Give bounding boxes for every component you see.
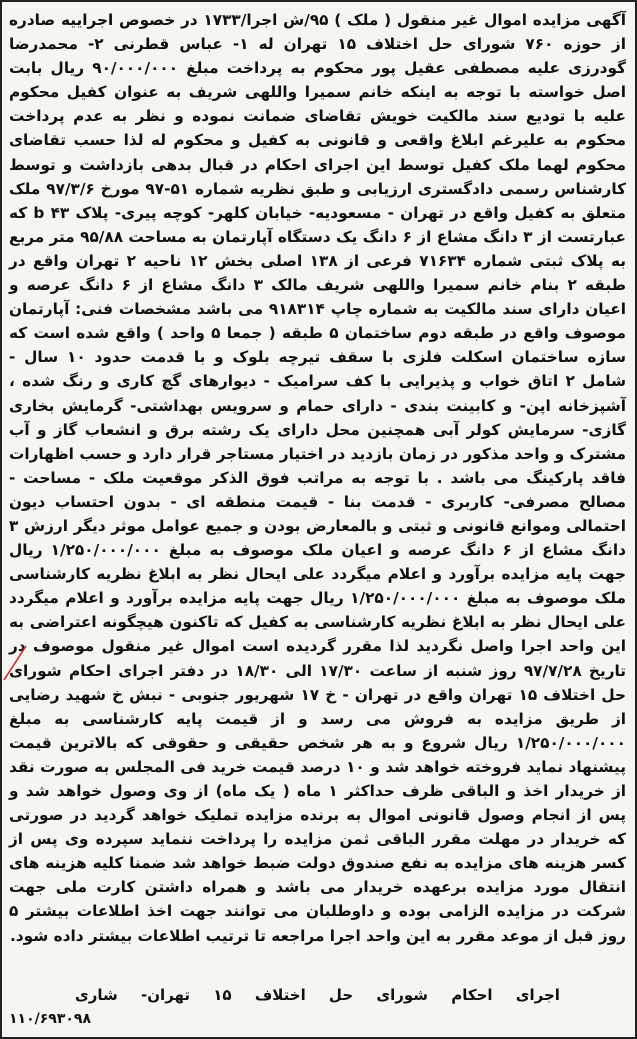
notice-code: ۱۱۰/۶۹۳۰۹۸ xyxy=(9,1011,92,1027)
notice-footer xyxy=(9,983,626,1031)
auction-notice-body: آگهی مزایده اموال غیر منقول ( ملک ) ۹۵/ش اجرا/۱۷۳۳ در خصوص اجراییه صادره از حوزه ۷۶۰ شورای حل اختلاف ۱۵ تهران له ۱- عباس قطرنی ۲- محمدرضا گودرزی علیه مصطفی عقیل پور محکوم به پرداخت مبلغ ۹۰/۰۰۰/۰۰۰ ریال بابت اصل خواسته با توجه به اینکه خانم سمیرا واللهی شریف به عنوان کفیل محکوم علیه با تودیع سند مالکیت خویش تقاضای ضمانت نموده و نظر به عدم پرداخت محکوم به علیرغم ابلاغ واقعی و قانونی به کفیل و محکوم له لذا حسب تقاضای محکوم لهما ملک کفیل توسط این اجرای احکام در قبال بدهی بازداشت و توسط کارشناس رسمی دادگستری ارزیابی و طبق نظریه شماره ۵۱-۹۷ مورخ ۹۷/۳/۶ ملک متعلق به کفیل واقع در تهران - مسعودیه- خیابان کلهر- کوچه پیری- پلاک ۴۳ b که عبارتست از ۳ دانگ مشاع از ۶ دانگ یک دستگاه آپارتمان به مساحت ۹۵/۸۸ متر مربع به پلاک ثبتی شماره ۷۱۶۳۴ فرعی از ۱۳۸ اصلی بخش ۱۲ ناحیه ۲ تهران واقع در طبقه ۲ بنام خانم سمیرا واللهی شریف مالک ۳ دانگ مشاع از ۶ دانگ عرصه و اعیان دارای سند مالکیت به شماره چاپ ۹۱۸۳۱۴ می باشد مشخصات فنی: آپارتمان موصوف واقع در طبقه دوم ساختمان ۵ طبقه ( جمعا ۵ واحد ) واقع شده است که سازه ساختمان اسکلت فلزی با سقف تیرچه بلوک و با قدمت حدود ۱۰ سال - شامل ۲ اتاق خواب و پذیرایی با کف سرامیک - دیوارهای گچ کاری و رنگ شده ، آشپزخانه اپن- و کابینت بندی - دارای حمام و سرویس بهداشتی- گرمایش بخاری گازی- سرمایش کولر آبی همچنین محل دارای یک رشته برق و انشعاب گاز و آب مشترک و واحد مذکور در زمان بازدید در اختیار مستاجر قرار دارد و حسب اظهارات فاقد پارکینگ می باشد . با توجه به مراتب فوق الذکر موقعیت ملک - مساحت - مصالح مصرفی- کاربری - قدمت بنا - قیمت منطقه ای - بدون احتساب دیون احتمالی وموانع قانونی و ثبتی و بالمعارض بودن و جمیع عوامل موثر دیگر ارزش ۳ دانگ مشاع از ۶ دانگ عرصه و اعیان ملک موصوف به مبلغ ۱/۲۵۰/۰۰۰/۰۰۰ ریال جهت پایه مزایده برآورد و اعلام میگردد علی ایحال نظر به ابلاغ نظریه کارشناسی ملک موصوف به مبلغ ۱/۲۵۰/۰۰۰/۰۰۰ ریال جهت پایه مزایده برآورد و اعلام میگردد علی ایحال نظر به ابلاغ نظریه کارشناسی به کفیل که تاکنون هیچگونه اعتراضی به این واحد اجرا واصل نگردید لذا مقرر گردیده است اموال غیر منقول موصوف در تاریخ ۹۷/۷/۲۸ روز شنبه از ساعت ۱۷/۳۰ الی ۱۸/۳۰ در دفتر اجرای احکام شورای حل اختلاف ۱۵ تهران واقع در تهران - خ ۱۷ شهریور جنوبی - نبش خ شهید رضایی از طریق مزایده به فروش می رسد و از قیمت پایه کارشناسی به مبلغ ۱/۲۵۰/۰۰۰/۰۰۰ ریال شروع و به هر شخص حقیقی و حقوقی که بالاترین قیمت پیشنهاد نماید فروخته خواهد شد و ۱۰ درصد قیمت خرید فی المجلس به صورت نقد از خریدار اخذ و الباقی ظرف حداکثر ۱ ماه ( یک ماه) از وی وصول خواهد شد و پس از انجام وصول قانونی اموال به برنده مزایده تملیک خواهد گردید در صورتی که خریدار در مهلت مقرر الباقی ثمن مزایده را پرداخت ننماید سپرده وی پس از کسر هزینه های مزایده به نفع صندوق دولت ضبط خواهد شد ضمنا کلیه هزینه های انتقال مورد مزایده برعهده خریدار می باشد و همراه داشتن کارت ملی جهت شرکت در مزایده الزامی بوده و داوطلبان می توانند جهت اخذ اطلاعات بیشتر ۵ روز قبل از موعد مقرر به این واحد اجرا مراجعه تا ترتیب اطلاعات بیشتر داده شود. xyxy=(9,11,627,945)
red-pen-mark-icon xyxy=(2,642,28,682)
issuer-signature: اجرای احکام شورای حل اختلاف ۱۵ تهران- شاری xyxy=(75,986,560,1004)
